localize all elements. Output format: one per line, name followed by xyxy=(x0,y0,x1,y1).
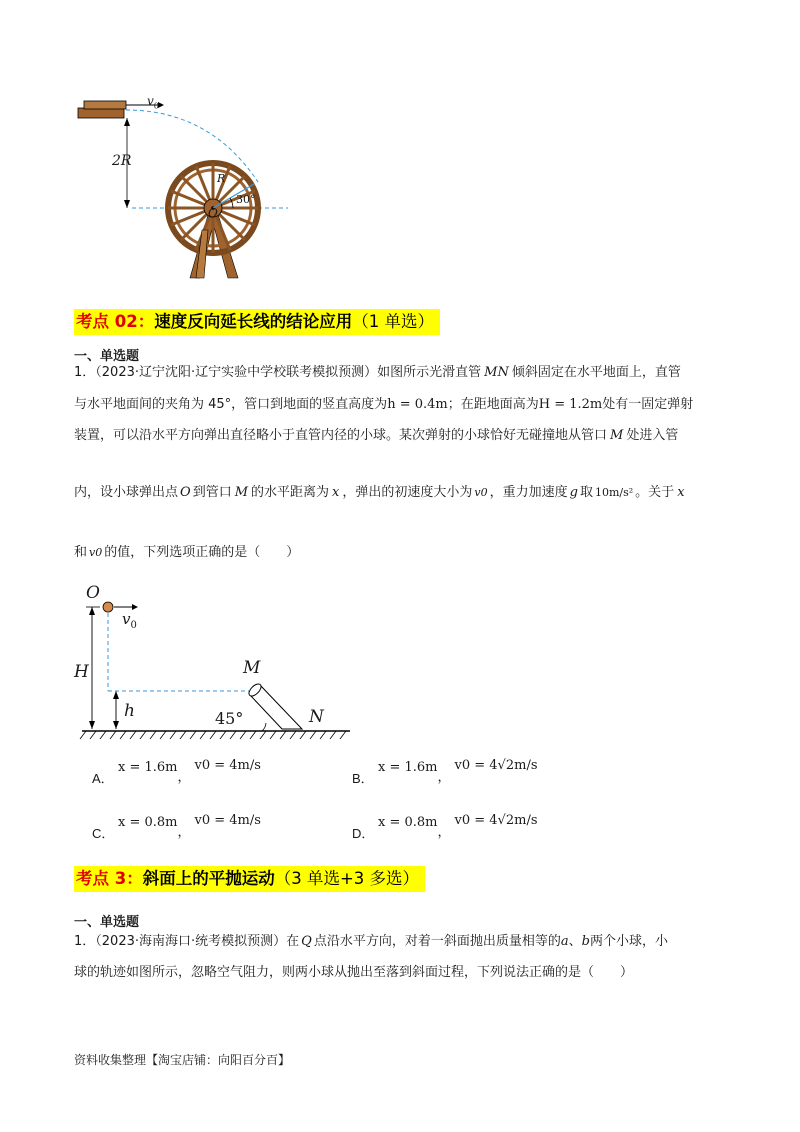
page-footer: 资料收集整理【淘宝店铺：向阳百分百】 xyxy=(74,1053,291,1067)
g-value: 10m/s² xyxy=(594,486,634,499)
fig1-center-label: O xyxy=(208,206,218,220)
q-text: ；在距地面高为 xyxy=(447,397,539,412)
q-text: ，弹出的初速度大小为 xyxy=(342,485,473,500)
q-text: 倾斜固定在水平地面上，直管 xyxy=(511,365,681,380)
section-count: （1 单选） xyxy=(352,312,434,331)
Q-label: Q xyxy=(301,934,312,949)
option-x-value: x = 1.6m xyxy=(118,760,178,775)
x-label: x xyxy=(332,485,340,500)
section-title: 速度反向延长线的结论应用 xyxy=(154,312,353,331)
M-label: M xyxy=(610,428,624,443)
fig1-angle-label: 30° xyxy=(236,193,256,206)
fig2-N-label: N xyxy=(309,707,324,727)
question1-line5 xyxy=(74,542,299,564)
q-text: 、 xyxy=(568,934,582,949)
option-v-value: v0 = 4m/s xyxy=(194,813,261,828)
b-label: b xyxy=(581,934,590,949)
q-number: 1． xyxy=(74,365,96,380)
q-text: 与水平地面间的夹角为 45°，管口到地面的竖直高度为 xyxy=(74,397,388,412)
subheading-single-choice: 一、单选题 xyxy=(74,915,140,930)
q-text: 球的轨迹如图所示，忽略空气阻力，则两小球从抛出至落到斜面过程，下列说法正确的是（ ） xyxy=(74,965,634,980)
question1-line2 xyxy=(74,394,693,416)
option-a[interactable]: A．x = 1.6m，v0 = 4m/s xyxy=(92,758,261,786)
q-text: （2023·海南海口·统考模拟预测）在 xyxy=(95,934,300,949)
question2-line2 xyxy=(74,962,633,984)
option-c[interactable]: C．x = 0.8m，v0 = 4m/s xyxy=(92,813,261,841)
fig2-O-label: O xyxy=(86,583,100,603)
option-d[interactable]: D．x = 0.8m，v0 = 4√2m/s xyxy=(352,813,538,841)
fig2-angle-label: 45° xyxy=(215,709,244,728)
section-heading-02 xyxy=(74,309,440,335)
option-v-value: v0 = 4√2m/s xyxy=(454,758,538,773)
fig1-height-label: 2R xyxy=(112,153,132,169)
option-v-value: v0 = 4√2m/s xyxy=(454,813,538,828)
subheading-single-choice: 一、单选题 xyxy=(74,349,140,364)
section-heading-3 xyxy=(74,866,425,892)
H-equation: H = 1.2m xyxy=(538,397,603,412)
section-prefix: 考点 3： xyxy=(76,869,143,888)
O-label: O xyxy=(180,485,191,500)
q-text: 取 xyxy=(579,485,593,500)
question1-line1 xyxy=(74,362,681,384)
q-number: 1． xyxy=(74,934,96,949)
fig1-v0-label: $v_0$ xyxy=(147,94,159,111)
q-text: 处有一固定弹射 xyxy=(602,397,694,412)
section-prefix: 考点 02： xyxy=(76,312,155,331)
option-x-value: x = 0.8m xyxy=(118,815,178,830)
M-label: M xyxy=(234,485,249,500)
q-text: 到管口 xyxy=(192,485,232,500)
h-equation: h = 0.4m xyxy=(387,397,448,412)
option-letter: D． xyxy=(352,826,375,841)
section-title: 斜面上的平抛运动 xyxy=(142,869,275,888)
option-v-value: v0 = 4m/s xyxy=(194,758,261,773)
x-label: x xyxy=(677,485,685,500)
question1-line4 xyxy=(74,482,685,504)
q-text: 内，设小球弹出点 xyxy=(74,485,179,500)
section-count: （3 单选+3 多选） xyxy=(274,869,420,888)
a-label: a xyxy=(560,934,569,949)
waterwheel-figure xyxy=(70,90,300,285)
q-text: 两个小球，小 xyxy=(589,934,668,949)
q-text: 和 xyxy=(74,545,88,560)
option-letter: A． xyxy=(92,771,114,786)
option-b[interactable]: B．x = 1.6m，v0 = 4√2m/s xyxy=(352,758,538,786)
fig1-radius-label: R xyxy=(217,172,226,185)
fig2-H-label: H xyxy=(74,662,89,682)
fig2-v0-label: $v_0$ xyxy=(122,610,137,631)
q-text: 的水平距离为 xyxy=(251,485,330,500)
option-letter: B． xyxy=(352,771,374,786)
pipe-label: MN xyxy=(484,365,509,380)
q-text: 装置，可以沿水平方向弹出直径略小于直管内径的小球。某次弹射的小球恰好无碰撞地从管口 xyxy=(74,428,608,443)
fig2-h-label: h xyxy=(124,701,135,721)
question2-line1 xyxy=(74,931,668,953)
q-text: ，重力加速度 xyxy=(489,485,568,500)
option-x-value: x = 0.8m xyxy=(378,815,438,830)
option-letter: C． xyxy=(92,826,115,841)
fig2-M-label: M xyxy=(243,658,261,678)
v0-label: v0 xyxy=(474,486,488,499)
question1-line3 xyxy=(74,425,678,447)
q-text: 点沿水平方向，对着一斜面抛出质量相等的 xyxy=(313,934,561,949)
q-source: （2023·辽宁沈阳·辽宁实验中学校联考模拟预测）如图所示光滑直管 xyxy=(95,365,482,380)
option-x-value: x = 1.6m xyxy=(378,760,438,775)
q-text: 的值，下列选项正确的是（ ） xyxy=(104,545,300,560)
q-text: 。关于 xyxy=(635,485,675,500)
q-text: 处进入管 xyxy=(626,428,679,443)
g-label: g xyxy=(569,485,578,500)
v0-label: v0 xyxy=(89,546,103,559)
